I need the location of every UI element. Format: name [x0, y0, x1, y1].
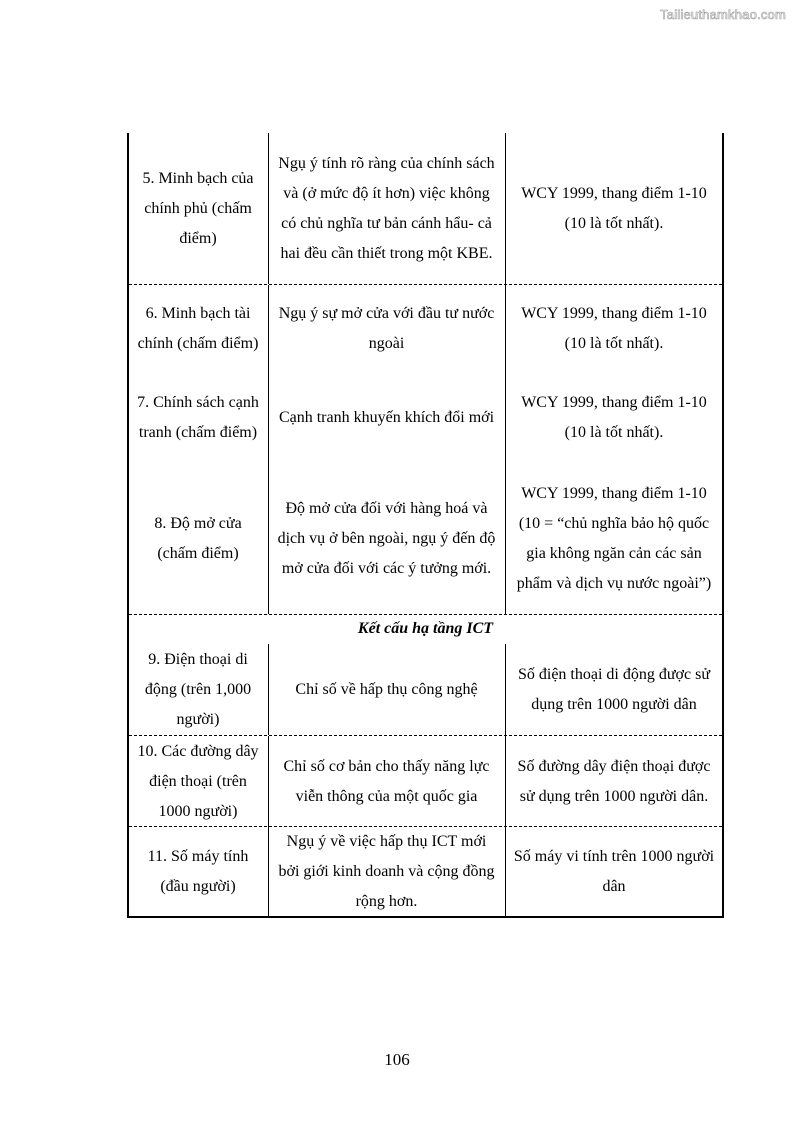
meaning-cell: Chỉ số cơ bản cho thấy năng lực viễn thông của một quốc gia: [268, 736, 504, 827]
table-row: [129, 373, 722, 463]
source-cell: Số đường dây điện thoại được sử dụng trên 1000 người dân.: [505, 736, 722, 827]
page-number: 106: [384, 1050, 410, 1069]
source-cell: WCY 1999, thang điểm 1-10 (10 là tốt nhất).: [505, 373, 722, 463]
source-cell: WCY 1999, thang điểm 1-10 (10 là tốt nhất).: [505, 285, 722, 373]
section-header: [129, 614, 722, 644]
indicator-cell: 10. Các đường dây điện thoại (trên 1000 người): [137, 742, 259, 820]
meaning-cell: Ngụ ý tính rõ ràng của chính sách và (ở mức độ ít hơn) việc không có chủ nghĩa tư bản cánh hẩu- cả hai đều cần thiết trong một KBE.: [268, 133, 504, 284]
indicator-cell: 9. Điện thoại di động (trên 1,000 người): [144, 650, 252, 728]
meaning-cell: Cạnh tranh khuyến khích đổi mới: [268, 373, 504, 463]
watermark: Tailieuthamkhao.com: [660, 7, 786, 22]
meaning-cell: Chỉ số về hấp thụ công nghệ: [268, 644, 504, 735]
indicator-cell: 7. Chính sách cạnh tranh (chấm điểm): [137, 394, 259, 441]
table-row: [129, 463, 722, 614]
meaning-cell: Ngụ ý sự mở cửa với đầu tư nước ngoài: [268, 285, 504, 373]
source-cell: WCY 1999, thang điểm 1-10 (10 = “chủ nghĩa bảo hộ quốc gia không ngăn cản các sản phẩm và dịch vụ nước ngoài”): [505, 463, 722, 614]
table-row: [129, 735, 722, 827]
source-cell: Số máy vi tính trên 1000 người dân: [505, 827, 722, 917]
table-row: [129, 826, 722, 917]
table-row: [129, 133, 722, 284]
table-row: [129, 644, 722, 735]
meaning-cell: Ngụ ý về việc hấp thụ ICT mới bởi giới kinh doanh và cộng đồng rộng hơn.: [268, 827, 504, 917]
indicator-cell: 6. Minh bạch tài chính (chấm điểm): [137, 305, 259, 352]
source-cell: WCY 1999, thang điểm 1-10 (10 là tốt nhất).: [505, 133, 722, 284]
meaning-cell: Độ mở cửa đối với hàng hoá và dịch vụ ở bên ngoài, ngụ ý đến độ mở cửa đối với các ý tưởng mới.: [268, 463, 504, 614]
section-title: Kết cấu hạ tầng ICT: [357, 620, 494, 637]
indicator-cell: 5. Minh bạch của chính phủ (chấm điểm): [142, 169, 254, 247]
indicator-cell: 8. Độ mở cửa (chấm điểm): [154, 514, 242, 562]
source-cell: Số điện thoại di động được sử dụng trên 1000 người dân: [505, 644, 722, 735]
indicator-table: [127, 133, 724, 918]
table-row: [129, 284, 722, 373]
indicator-cell: 11. Số máy tính (đầu người): [147, 848, 249, 895]
